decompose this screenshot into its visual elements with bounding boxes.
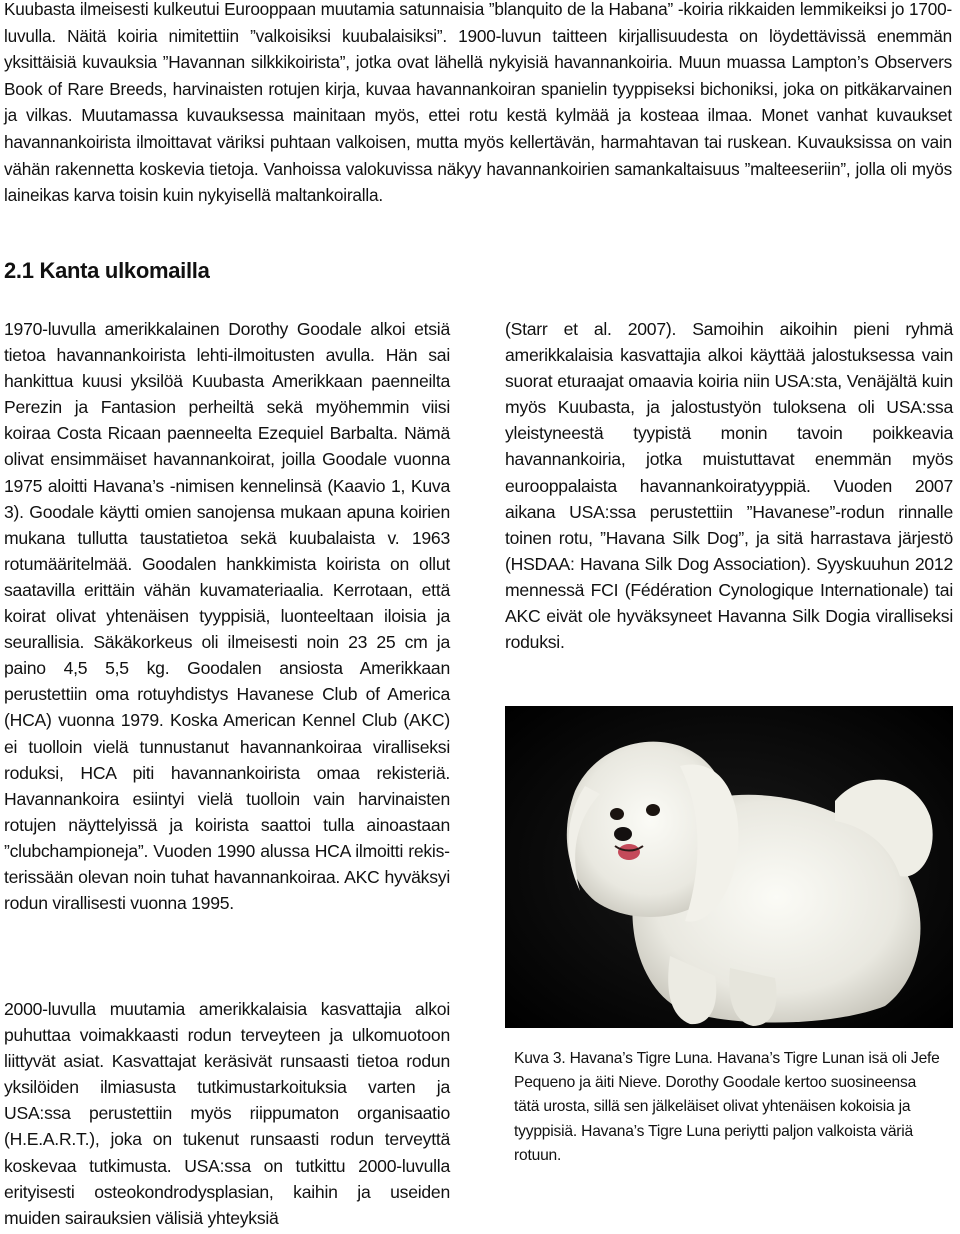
intro-paragraph: Kuubasta ilmeisesti kulkeutui Eurooppaan muutamia satunnaisia ”blanquito de la Habana” -koiria rikkaiden lemmikeiksi jo 1700-luvulla. Näitä koiria nimitettiin ”valkoisiksi kuubalaisiksi”. 1900-luvun taitteen kirjallisuudesta on löydettävissä enemmän yksittäisiä kuvauksia ”Havannan silkkikoirista”, jotka ovat lähellä nykyisiä havannankoiria. Muun muassa Lampton’s Observers Book of Rare Breeds, harvinaisten rotujen kirja, kuvaa havannankoiran spanielin tyyppiseksi bichoniksi, joka on pitkäkarvainen ja vilkas. Muutamassa kuvauksessa mainitaan myös, ettei rotu kestä kylmää ja kosteaa ilmaa. Monet vanhat kuvaukset havannankoirista ilmoittavat väriksi puhtaan valkoisen, mutta myös kellertävän, harmahtavan tai ruskean. Kuvauksissa on vain vähän rakennetta koskevia tietoja. Vanhoissa valokuvissa näkyy havannankoirien samankaltaisuus ”malteeseriin”, jolla oli myös laineikas karva toisin kuin nykyisellä maltankoiralla. (4, 0, 952, 206)
havanese-dog-image (505, 706, 953, 1028)
section-heading: 2.1 Kanta ulkomailla (4, 258, 210, 283)
right-paragraph-1: (Starr et al. 2007). Samoihin aikoihin pieni ryhmä amerikkalaisia kasvattajia alkoi käyttää jalostuksessa vain suorat eturaajat omaavia koiria niin USA:sta, Venäjältä kuin myös Kuubasta, ja jalostustyön tuloksena oli USA:ssa yleistyneestä tyypistä monin tavoin poikkeavia havannankoiria, jotka muistuttavat enemmän myös eurooppalaista havannankoiratyyppiä. Vuoden 2007 aikana USA:ssa perustettiin ”Havanese”-rodun rinnalle toinen rotu, ”Havana Silk Dog”, ja sitä harrastava järjestö (HSDAA: Havana Silk Dog Association). Syyskuuhun 2012 mennessä FCI (Fédération Cynologique Internationale) tai AKC eivät ole hyväksyneet Havanna Silk Dogia viralliseksi roduksi. (505, 319, 953, 653)
dog-photo (505, 706, 953, 1028)
figure-caption: Kuva 3. Havana’s Tigre Luna. Havana’s Tigre Lunan isä oli Jefe Pequeno ja äiti Nieve. Dorothy Goodale kertoo suosineensa tätä urosta, sillä sen jälkeläiset olivat yhtenäisen kokoisia ja tyyppisiä. Havana’s Tigre Luna periytti paljon valkoista väriä rotuun. (514, 1050, 940, 1164)
left-paragraph-2: 2000-luvulla muutamia amerikkalaisia kasvattajia alkoi puhuttaa voimakkaasti rodun terveyteen ja ulkomuotoon liittyvät asiat. Kasvattajat keräsivät runsaasti tietoa rodun yksilöiden ilmiasusta tutkimustarkoituksia varten ja USA:ssa perustettiin myös riippumaton organisaatio (H.E.A.R.T.), joka on tukenut runsaasti rodun terveyttä koskevaa tutkimusta. USA:ssa on tutkittu 2000-luvulla erityisesti osteokondrodysplasian, kaihin ja useiden muiden sairauksien välisiä yhteyksiä (4, 999, 450, 1228)
left-paragraph-1: 1970-luvulla amerikkalainen Dorothy Goodale alkoi etsiä tietoa havannankoirista lehti-ilmoitusten avulla. Hän sai hankittua kuusi yksilöä Kuubasta Amerikkaan paenneilta Perezin ja Fantasion perheiltä sekä myöhemmin viisi koiraa Costa Ricaan paenneelta Ezequiel Barbalta. Nämä olivat ensimmäiset havannankoirat, joilla Goodale vuonna 1975 aloitti Havana’s -nimisen kennelinsä (Kaavio 1, Kuva 3). Goodale käytti omien sanojensa mukaan apuna koirien mukana tullutta taustatietoa sekä kuubalaista v. 1963 rotumääritelmää. Goodalen hankkimista koirista on ollut saatavilla erittäin vähän kuvamateriaalia. Kerrotaan, että koirat olivat yhtenäisen tyyppisiä, luonteeltaan iloisia ja seurallisia. Säkäkorkeus oli ilmeisesti noin 23 25 cm ja paino 4,5 5,5 kg. Goodalen ansiosta Amerikkaan perustettiin oma rotuyhdistys Havanese Club of America (HCA) vuonna 1979. Koska American Kennel Club (AKC) ei tuolloin vielä tunnustanut havannankoiraa viralliseksi roduksi, HCA piti havannankoirista omaa rekisteriä. Havannankoira esiintyi vielä tuolloin vain harvinaisten rotujen näyttelyissä ja koirista saattoi tulla ainoastaan ”clubchampioneja”. Vuoden 1990 alussa HCA ilmoitti rekisterissään olevan noin tuhat havannankoiraa. AKC hyväksyi rodun virallisesti vuonna 1995. (4, 319, 450, 914)
right-column (505, 316, 953, 655)
left-column (4, 316, 450, 1228)
